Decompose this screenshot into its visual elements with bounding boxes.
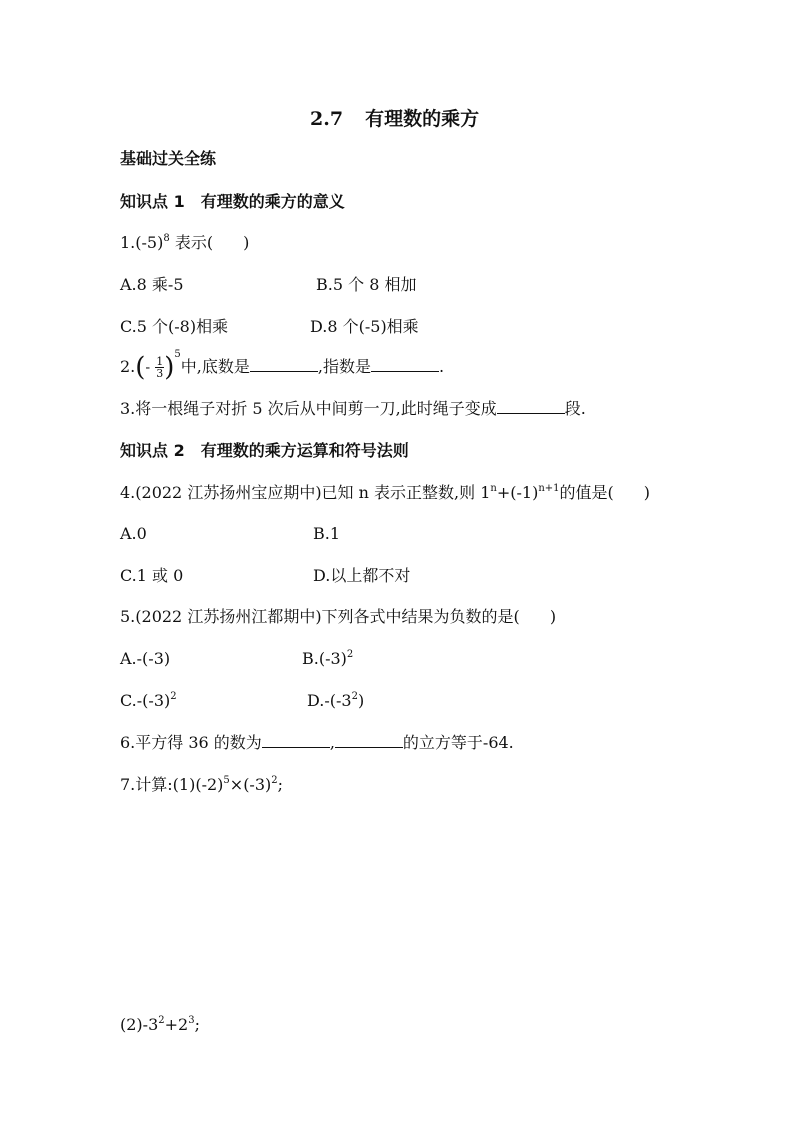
question-7-part-2: $(2)-3^2+2^3$; <box>120 1015 200 1034</box>
q5-option-b: $B.(-3)^2$ <box>302 649 354 668</box>
page-title <box>310 104 479 131</box>
question-2: 2.(- $\frac{1}{3}$ )$^5$中,底数是 ,指数是 . <box>120 349 445 383</box>
q4-option-a: A.0 <box>120 524 147 543</box>
q4-option-d: D.以上都不对 <box>313 566 411 585</box>
q4-option-b: B.1 <box>313 524 341 543</box>
q1-option-c: C.5 个(-8)相乘 <box>120 317 229 336</box>
question-5: 5.(2022 江苏扬州江都期中)下列各式中结果为负数的是( ) <box>120 607 557 626</box>
q1-option-a: A.8 乘-5 <box>120 275 184 294</box>
fraction: $\frac{1}{3}$ <box>156 355 164 380</box>
question-6: 6.平方得 36 的数为 , 的立方等于-64. <box>120 733 514 752</box>
answer-blank[interactable] <box>262 733 330 748</box>
question-1: $1.(-5)^8$ 表示( ) <box>120 233 250 252</box>
question-3: 3.将一根绳子对折 5 次后从中间剪一刀,此时绳子变成 段. <box>120 399 586 418</box>
answer-blank[interactable] <box>497 399 565 414</box>
q5-option-a: A.-(-3) <box>120 649 171 668</box>
answer-blank[interactable] <box>335 733 403 748</box>
question-7: 7.计算$:(1)(-2)^5\times(-3)^2$; <box>120 775 284 794</box>
answer-blank[interactable] <box>371 357 439 372</box>
q1-option-b: B.5 个 8 相加 <box>316 275 417 294</box>
section-heading: 基础过关全练 <box>120 149 217 168</box>
title-text: 有理数的乘方 <box>365 108 480 130</box>
q5-option-c: $C.-(-3)^2$ <box>120 691 177 710</box>
q4-option-c: C.1 或 0 <box>120 566 184 585</box>
q5-option-d: $D.-(-3^2)$ <box>307 691 365 710</box>
knowledge-point-1: 知识点 1 有理数的乘方的意义 <box>120 192 345 211</box>
answer-blank[interactable] <box>250 357 318 372</box>
title-number: 2.7 <box>310 108 344 130</box>
q1-option-d: D.8 个(-5)相乘 <box>310 317 419 336</box>
knowledge-point-2: 知识点 2 有理数的乘方运算和符号法则 <box>120 441 409 460</box>
question-4: 4.(2022 江苏扬州宝应期中)已知 n 表示正整数,则 $1^n+(-1)^{n+1}$的值是( ) <box>120 483 651 502</box>
